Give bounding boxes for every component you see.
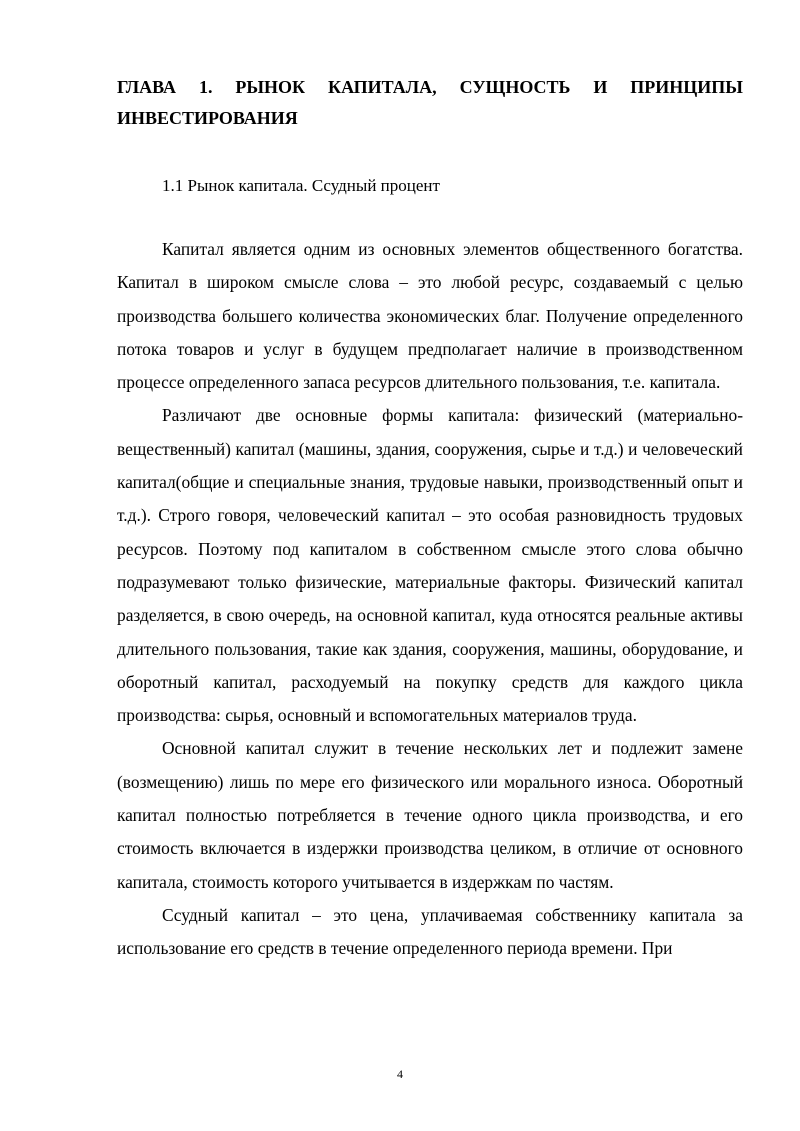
section-title: 1.1 Рынок капитала. Ссудный процент xyxy=(162,176,440,195)
chapter-title-line-2: ИНВЕСТИРОВАНИЯ xyxy=(117,108,298,128)
paragraph: Капитал является одним из основных элементов общественного богатства. Капитал в широком смысле слова – это любой ресурс, создаваемый с целью производства большего количества экономических благ. Получение определенного потока товаров и услуг в будущем предполагает наличие в производственном процессе определенного запаса ресурсов длительного пользования, т.е. капитала. xyxy=(117,239,743,393)
paragraph: Различают две основные формы капитала: физический (материально-вещественный) капитал (машины, здания, сооружения, сырье и т.д.) и человеческий капитал(общие и специальные знания, трудовые навыки, производственный опыт и т.д.). Строго говоря, человеческий капитал – это особая разновидность трудовых ресурсов. Поэтому под капиталом в собственном смысле этого слова обычно подразумевают только физические, материальные факторы. Физический капитал разделяется, в свою очередь, на основной капитал, куда относятся реальные активы длительного пользования, такие как здания, сооружения, машины, оборудование, и оборотный капитал, расходуемый на покупку средств для каждого цикла производства: сырья, основный и вспомогательных материалов труда. xyxy=(117,405,743,726)
paragraph: Основной капитал служит в течение нескольких лет и подлежит замене (возмещению) лишь по мере его физического или морального износа. Оборотный капитал полностью потребляется в течение одного цикла производства, и его стоимость включается в издержки производства целиком, в отличие от основного капитала, стоимость которого учитывается в издержкам по частям. xyxy=(117,738,743,892)
chapter-title-line-1: ГЛАВА 1. РЫНОК КАПИТАЛА, СУЩНОСТЬ И ПРИНЦИПЫ xyxy=(117,77,743,97)
chapter-title xyxy=(117,72,743,134)
page-number: 4 xyxy=(397,1067,403,1081)
body-text xyxy=(117,233,743,966)
paragraph: Ссудный капитал – это цена, уплачиваемая собственнику капитала за использование его средств в течение определенного периода времени. При xyxy=(117,904,743,959)
